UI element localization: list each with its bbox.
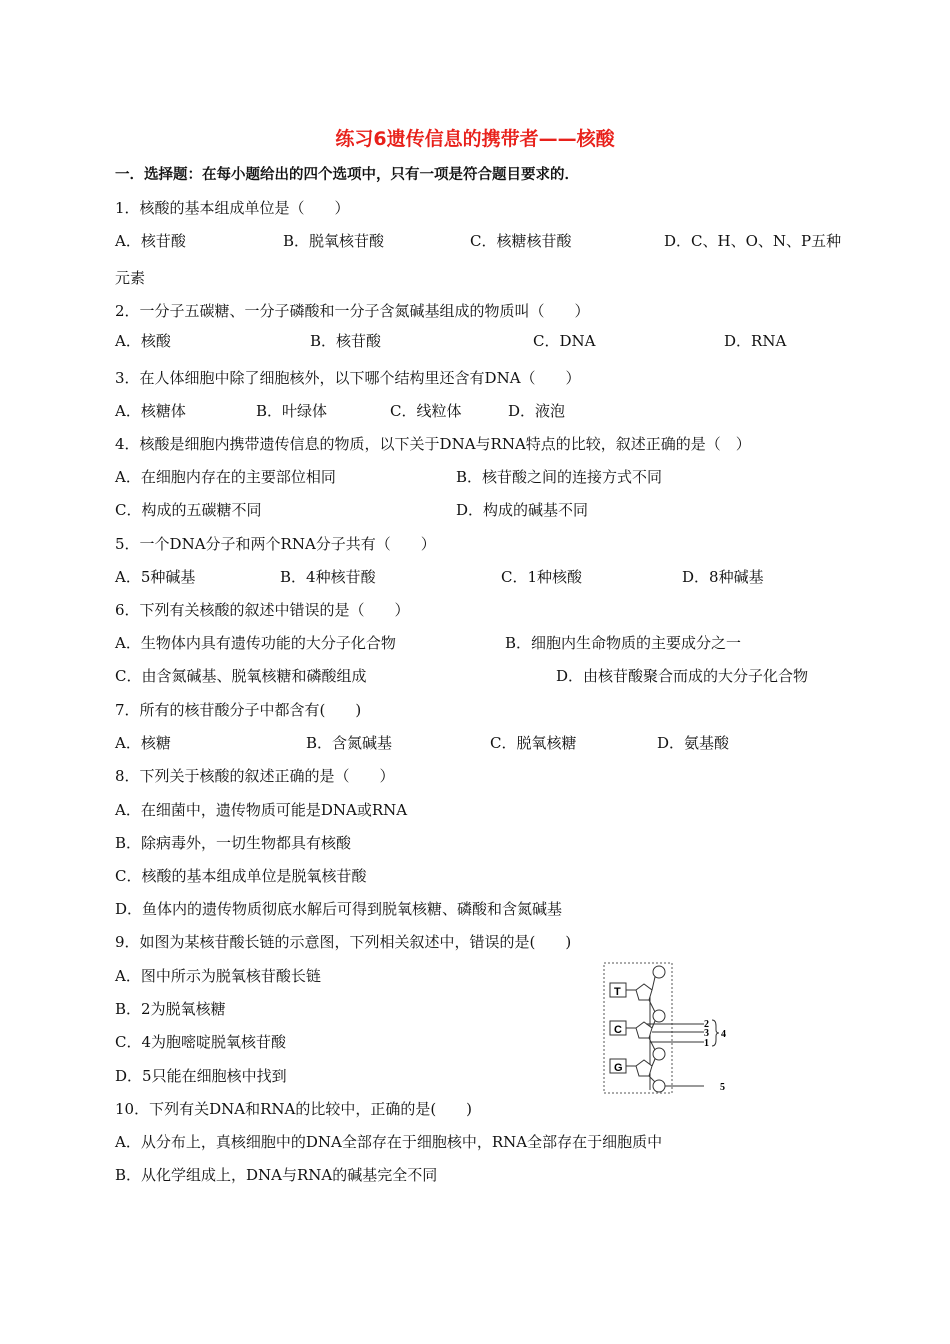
- brace-4: [712, 1020, 719, 1046]
- question-8-stem: 8．下列关于核酸的叙述正确的是（ ）: [115, 767, 395, 785]
- question-6-stem: 6．下列有关核酸的叙述中错误的是（ ）: [115, 601, 410, 619]
- question-4-stem: 4．核酸是细胞内携带遗传信息的物质，以下关于DNA与RNA特点的比较，叙述正确的是（ ）: [115, 435, 751, 453]
- question-10-stem: 10．下列有关DNA和RNA的比较中，正确的是( ): [115, 1100, 473, 1118]
- question-2-stem: 2．一分子五碳糖、一分子磷酸和一分子含氮碱基组成的物质叫（ ）: [115, 302, 590, 320]
- label-4: 4: [721, 1029, 726, 1040]
- q5-option-d: D．8种碱基: [682, 568, 764, 586]
- label-2: 2: [704, 1019, 709, 1030]
- q8-option-d: D．鱼体内的遗传物质彻底水解后可得到脱氧核糖、磷酸和含氮碱基: [115, 900, 563, 918]
- q2-option-c: C．DNA: [533, 332, 596, 350]
- nucleotide-chain-figure: [600, 960, 730, 1100]
- question-9-stem: 9．如图为某核苷酸长链的示意图，下列相关叙述中，错误的是( ): [115, 933, 572, 951]
- q5-option-a: A．5种碱基: [115, 568, 196, 586]
- q1-option-c: C．核糖核苷酸: [470, 232, 572, 250]
- q4-option-d: D．构成的碱基不同: [456, 501, 589, 519]
- q2-option-a: A．核酸: [115, 332, 171, 350]
- sugar-pentagon: [636, 984, 652, 1000]
- q3-option-c: C．线粒体: [390, 402, 462, 420]
- label-3: 3: [704, 1028, 709, 1039]
- question-5-stem: 5．一个DNA分子和两个RNA分子共有（ ）: [115, 535, 436, 553]
- q4-option-c: C．构成的五碳糖不同: [115, 501, 262, 519]
- q6-option-d: D．由核苷酸聚合而成的大分子化合物: [556, 667, 809, 685]
- q5-option-c: C．1种核酸: [501, 568, 583, 586]
- q6-option-a: A．生物体内具有遗传功能的大分子化合物: [115, 634, 396, 652]
- bond-line: [652, 1059, 655, 1066]
- q7-option-c: C．脱氧核糖: [490, 734, 577, 752]
- phosphate-circle: [653, 966, 665, 978]
- label-5: 5: [720, 1082, 725, 1093]
- q9-option-d: D．5只能在细胞核中找到: [115, 1067, 287, 1085]
- q1-option-d: D．C、H、O、N、P五种: [664, 232, 842, 250]
- q6-option-b: B．细胞内生命物质的主要成分之一: [505, 634, 742, 652]
- nucleotide-chain-diagram: [600, 960, 730, 1100]
- q2-option-b: B．核苷酸: [310, 332, 382, 350]
- q6-option-c: C．由含氮碱基、脱氧核糖和磷酸组成: [115, 667, 367, 685]
- q4-option-b: B．核苷酸之间的连接方式不同: [456, 468, 663, 486]
- q9-option-c: C．4为胞嘧啶脱氧核苷酸: [115, 1033, 287, 1051]
- q7-option-d: D．氨基酸: [657, 734, 730, 752]
- q4-option-a: A．在细胞内存在的主要部位相同: [115, 468, 336, 486]
- q8-option-c: C．核酸的基本组成单位是脱氧核苷酸: [115, 867, 367, 885]
- q5-option-b: B．4种核苷酸: [280, 568, 376, 586]
- q1-continuation: 元素: [115, 269, 146, 287]
- q2-option-d: D．RNA: [724, 332, 787, 350]
- label-1: 1: [704, 1038, 709, 1049]
- question-3-stem: 3．在人体细胞中除了细胞核外，以下哪个结构里还含有DNA（ ）: [115, 369, 581, 387]
- q10-option-a: A．从分布上，真核细胞中的DNA全部存在于细胞核中，RNA全部存在于细胞质中: [115, 1133, 663, 1151]
- q3-option-b: B．叶绿体: [256, 402, 328, 420]
- q1-option-a: A．核苷酸: [115, 232, 186, 250]
- q8-option-a: A．在细菌中，遗传物质可能是DNA或RNA: [115, 801, 408, 819]
- base-label-g: G: [614, 1062, 623, 1074]
- q10-option-b: B．从化学组成上，DNA与RNA的碱基完全不同: [115, 1166, 438, 1184]
- q3-option-d: D．液泡: [508, 402, 566, 420]
- q8-option-b: B．除病毒外，一切生物都具有核酸: [115, 834, 352, 852]
- bond-line: [652, 977, 655, 990]
- q7-option-a: A．核糖: [115, 734, 171, 752]
- q9-option-a: A．图中所示为脱氧核苷酸长链: [115, 967, 321, 985]
- q9-option-b: B．2为脱氧核糖: [115, 1000, 226, 1018]
- question-1-stem: 1．核酸的基本组成单位是（ ）: [115, 199, 350, 217]
- page-title: 练习6遗传信息的携带者——核酸: [335, 128, 615, 150]
- question-7-stem: 7．所有的核苷酸分子中都含有( ): [115, 701, 362, 719]
- q7-option-b: B．含氮碱基: [306, 734, 393, 752]
- base-label-c: C: [614, 1024, 622, 1036]
- q1-option-b: B．脱氧核苷酸: [283, 232, 385, 250]
- q3-option-a: A．核糖体: [115, 402, 186, 420]
- base-label-t: T: [614, 986, 621, 998]
- section-heading: 一．选择题：在每小题给出的四个选项中，只有一项是符合题目要求的．: [115, 167, 579, 183]
